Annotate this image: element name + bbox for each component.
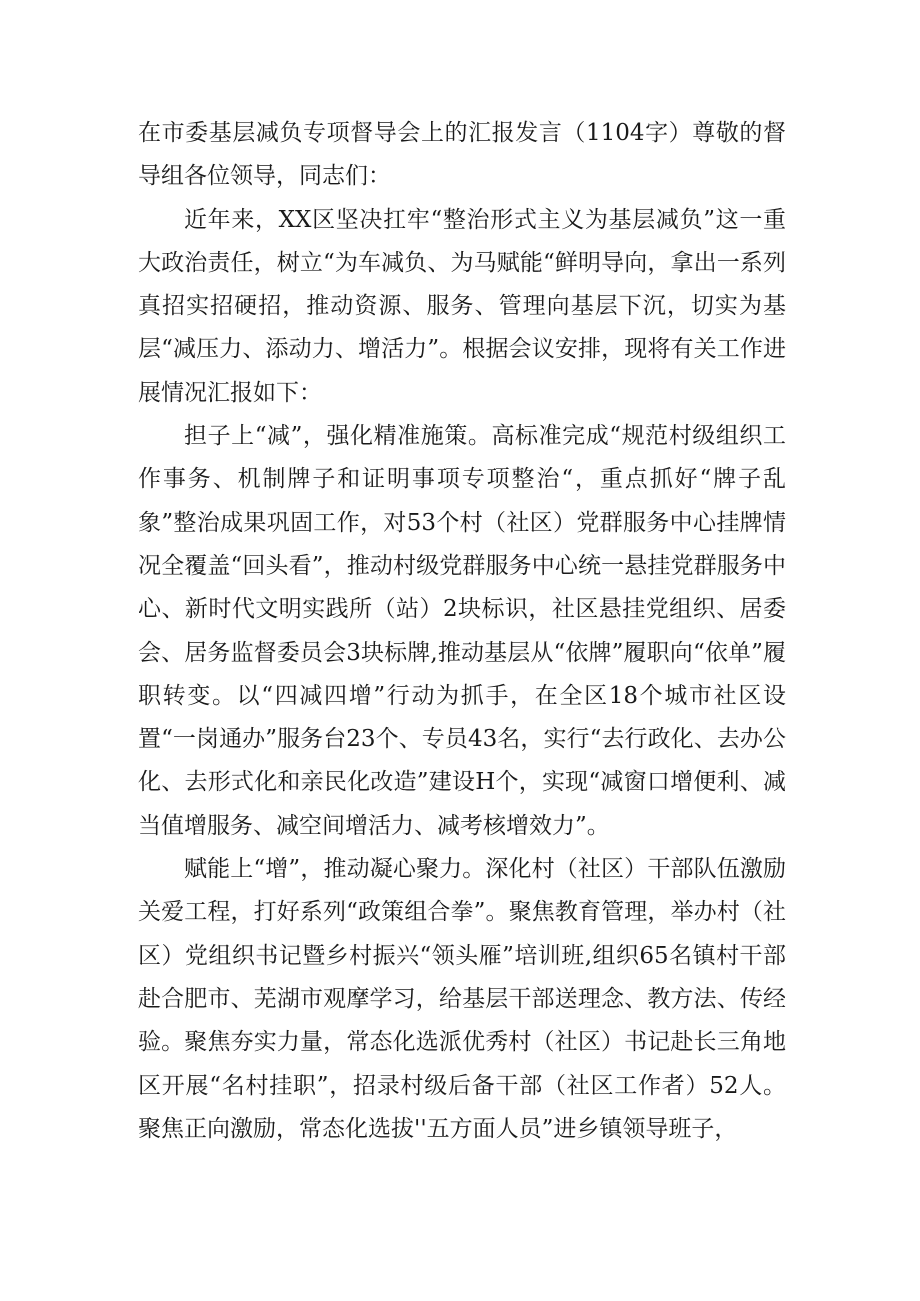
title-salutation-paragraph: 在市委基层减负专项督导会上的汇报发言（1104字）尊敬的督导组各位领导，同志们： bbox=[138, 120, 786, 190]
document-body bbox=[138, 112, 786, 1151]
reduce-burden-paragraph: 担子上“减”，强化精准施策。高标准完成“规范村级组织工作事务、机制牌子和证明事项专项整治“，重点抓好“牌子乱象”整治成果巩固工作，对53个村（社区）党群服务中心挂牌情况全覆盖“回头看”，推动村级党群服务中心统一悬挂党群服务中心、新时代文明实践所（站）2块标识，社区悬挂党组织、居委会、居务监督委员会3块标牌,推动基层从“依牌”履职向“依单”履职转变。以“四减四增”行动为抓手，在全区18个城市社区设置“一岗通办”服务台23个、专员43名，实行“去行政化、去办公化、去形式化和亲民化改造”建设H个，实现“减窗口增便利、减当值增服务、减空间增活力、减考核增效力”。 bbox=[138, 423, 786, 839]
intro-paragraph: 近年来，XX区坚决扛牢“整治形式主义为基层减负”这一重大政治责任，树立“为车减负、为马赋能“鲜明导向，拿出一系列真招实招硬招，推动资源、服务、管理向基层下沉，切实为基层“减压力、添动力、增活力”。根据会议安排，现将有关工作进展情况汇报如下： bbox=[138, 206, 786, 406]
empower-paragraph: 赋能上“增”，推动凝心聚力。深化村（社区）干部队伍激励关爱工程，打好系列“政策组合拳”。聚焦教育管理，举办村（社区）党组织书记暨乡村振兴“领头雁”培训班,组织65名镇村干部赴合肥市、芜湖市观摩学习，给基层干部送理念、教方法、传经验。聚焦夯实力量，常态化选派优秀村（社区）书记赴长三角地区开展“名村挂职”，招录村级后备干部（社区工作者）52人。聚焦正向激励，常态化选拔''五方面人员”进乡镇领导班子， bbox=[138, 856, 786, 1142]
